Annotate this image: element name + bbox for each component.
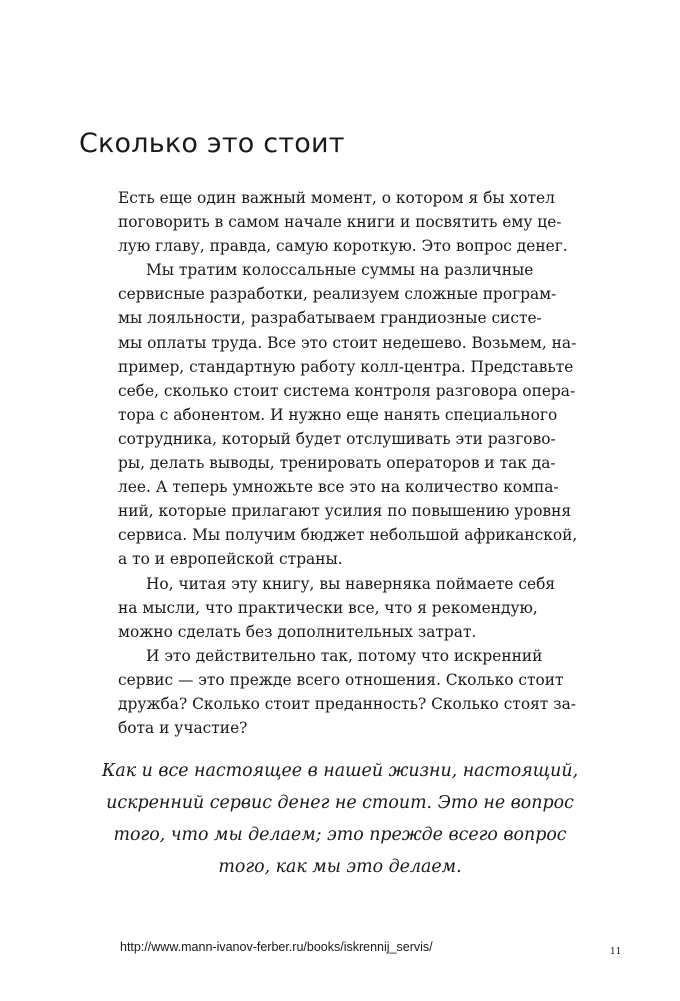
body-line: ний, которые прилагают усилия по повышению уровня (118, 502, 572, 521)
body-line: Есть еще один важный момент, о котором я бы хотел (118, 189, 555, 207)
page-title: Сколько это стоит (79, 128, 345, 159)
body-line: на мысли, что практически все, что я рекомендую, (118, 598, 538, 617)
body-line: поговорить в самом начале книги и посвятить ему це- (118, 213, 562, 232)
quote-line: того, что мы делаем; это прежде всего вопрос (113, 825, 567, 845)
body-line: И это действительно так, потому что искренний (146, 646, 543, 665)
quote-line: Как и все настоящее в нашей жизни, настоящий, (101, 761, 579, 781)
body-line: ры, делать выводы, тренировать операторов и так да- (118, 454, 556, 473)
quote-line: того, как мы это делаем. (218, 857, 462, 877)
quote-line: искренний сервис денег не стоит. Это не вопрос (106, 793, 574, 813)
body-line: сервиса. Мы получим бюджет небольшой африканской, (118, 526, 578, 545)
footer-url-link[interactable]: http://www.mann-ivanov-ferber.ru/books/iskrennij_servis/ (120, 940, 433, 954)
page-number: 11 (610, 947, 622, 957)
body-line: тора с абонентом. И нужно еще нанять специального (118, 405, 558, 424)
body-line: бота и участие? (118, 719, 248, 738)
body-text (118, 186, 598, 740)
body-line: Мы тратим колоссальные суммы на различные (146, 261, 534, 280)
body-line: пример, стандартную работу колл-центра. Представьте (118, 357, 574, 376)
body-line: а то и европейской страны. (118, 550, 343, 569)
body-line: мы лояльности, разрабатываем грандиозные систе- (118, 309, 542, 328)
pull-quote (90, 755, 590, 883)
body-line: дружба? Сколько стоит преданность? Сколько стоят за- (118, 694, 576, 713)
body-line: сервисные разработки, реализуем сложные програм- (118, 285, 557, 304)
body-line: Но, читая эту книгу, вы наверняка поймаете себя (146, 574, 556, 593)
body-line: сотрудника, который будет отслушивать эти разгово- (118, 429, 556, 448)
body-line: сервис — это прежде всего отношения. Сколько стоит (118, 670, 564, 689)
body-line: лую главу, правда, самую короткую. Это вопрос денег. (118, 237, 568, 256)
body-line: можно сделать без дополнительных затрат. (118, 622, 477, 641)
body-line: себе, сколько стоит система контроля разговора опера- (118, 381, 576, 400)
body-line: мы оплаты труда. Все это стоит недешево. Возьмем, на- (118, 333, 577, 352)
body-line: лее. А теперь умножьте все это на количество компа- (118, 478, 559, 497)
